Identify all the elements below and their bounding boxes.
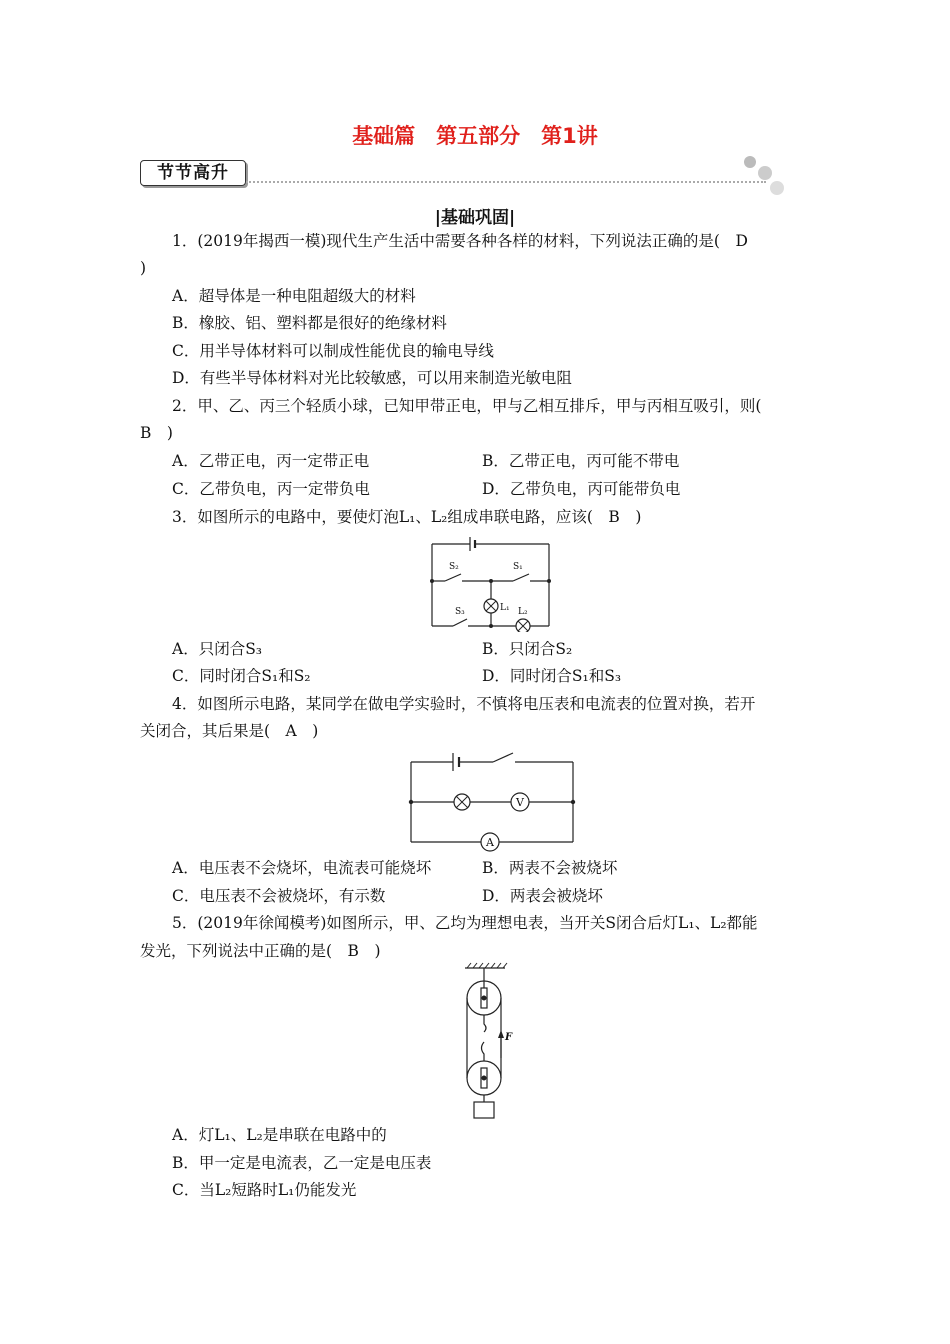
junction-dot [489, 579, 493, 583]
q1-stem-cont: ) [140, 259, 147, 277]
junction-dot [409, 800, 413, 804]
voltmeter-label: V [516, 796, 524, 809]
q5-option-a: A．灯L₁、L₂是串联在电路中的 [172, 1126, 387, 1144]
junction-dot [571, 800, 575, 804]
q5-option-c: C．当L₂短路时L₁仍能发光 [172, 1181, 357, 1199]
switch-s1 [513, 574, 529, 581]
switch-s3 [453, 619, 467, 626]
q4-option-b: B．两表不会被烧坏 [482, 859, 618, 877]
q1-option-c: C．用半导体材料可以制成性能优良的输电导线 [172, 342, 494, 360]
label-s1: S₁ [513, 562, 523, 572]
lamp-icon [454, 794, 470, 810]
q4-option-a: A．电压表不会烧坏，电流表可能烧坏 [172, 859, 432, 877]
q5-option-b: B．甲一定是电流表，乙一定是电压表 [172, 1154, 432, 1172]
q4-stem: 4．如图所示电路，某同学在做电学实验时，不慎将电压表和电流表的位置对换，若开 [172, 695, 756, 713]
q5-pulley-diagram [455, 962, 517, 1122]
q1-stem: 1．(2019年揭西一模)现代生产生活中需要各种各样的材料，下列说法正确的是( D [172, 232, 748, 250]
q3-stem: 3．如图所示的电路中，要使灯泡L₁、L₂组成串联电路，应该( B ) [172, 508, 642, 526]
label-l1: L₁ [500, 603, 510, 613]
q3-circuit-diagram [425, 534, 557, 632]
label-l2: L₂ [518, 607, 528, 617]
section-heading: |基础巩固| [434, 208, 516, 228]
q5-stem: 5．(2019年徐闻模考)如图所示，甲、乙均为理想电表，当开关S闭合后灯L₁、L₂都能 [172, 914, 758, 932]
decorative-dot [744, 156, 756, 168]
ammeter-label: A [486, 836, 494, 849]
q3-option-a: A．只闭合S₃ [172, 640, 263, 658]
junction-dot [547, 579, 551, 583]
q1-option-a: A．超导体是一种电阻超级大的材料 [172, 287, 416, 305]
q4-circuit-diagram [405, 750, 580, 854]
load-weight [474, 1102, 494, 1118]
switch [493, 753, 513, 762]
label-s2: S₂ [449, 562, 459, 572]
decorative-dot [758, 166, 772, 180]
junction-dot [489, 624, 493, 628]
q2-option-a: A．乙带正电，丙一定带正电 [172, 452, 370, 470]
divider [246, 181, 766, 183]
q5-stem-cont: 发光，下列说法中正确的是( B ) [140, 942, 381, 960]
q2-stem: 2．甲、乙、丙三个轻质小球，已知甲带正电，甲与乙相互排斥，甲与丙相互吸引，则( [172, 397, 762, 415]
q4-stem-cont: 关闭合，其后果是( A ) [140, 722, 319, 740]
q3-option-d: D．同时闭合S₁和S₃ [482, 667, 622, 685]
q4-option-d: D．两表会被烧坏 [482, 887, 603, 905]
force-label: F [505, 1032, 513, 1043]
force-arrow-icon [498, 1030, 504, 1038]
q2-option-d: D．乙带负电，丙可能带负电 [482, 480, 681, 498]
q1-option-d: D．有些半导体材料对光比较敏感，可以用来制造光敏电阻 [172, 369, 572, 387]
junction-dot [430, 579, 434, 583]
section-badge: 节节高升 [140, 160, 246, 186]
q4-option-c: C．电压表不会被烧坏，有示数 [172, 887, 386, 905]
page-title: 基础篇 第五部分 第1讲 [352, 124, 598, 148]
q2-option-c: C．乙带负电，丙一定带负电 [172, 480, 370, 498]
q2-stem-cont: B ) [140, 424, 173, 442]
lamp-l2-icon [516, 619, 530, 632]
label-s3: S₃ [455, 607, 465, 617]
lamp-l1-icon [484, 599, 498, 613]
switch-s2 [445, 574, 461, 581]
q3-option-b: B．只闭合S₂ [482, 640, 573, 658]
decorative-dot [770, 181, 784, 195]
q1-option-b: B．橡胶、铝、塑料都是很好的绝缘材料 [172, 314, 447, 332]
q2-option-b: B．乙带正电，丙可能不带电 [482, 452, 680, 470]
q3-option-c: C．同时闭合S₁和S₂ [172, 667, 311, 685]
